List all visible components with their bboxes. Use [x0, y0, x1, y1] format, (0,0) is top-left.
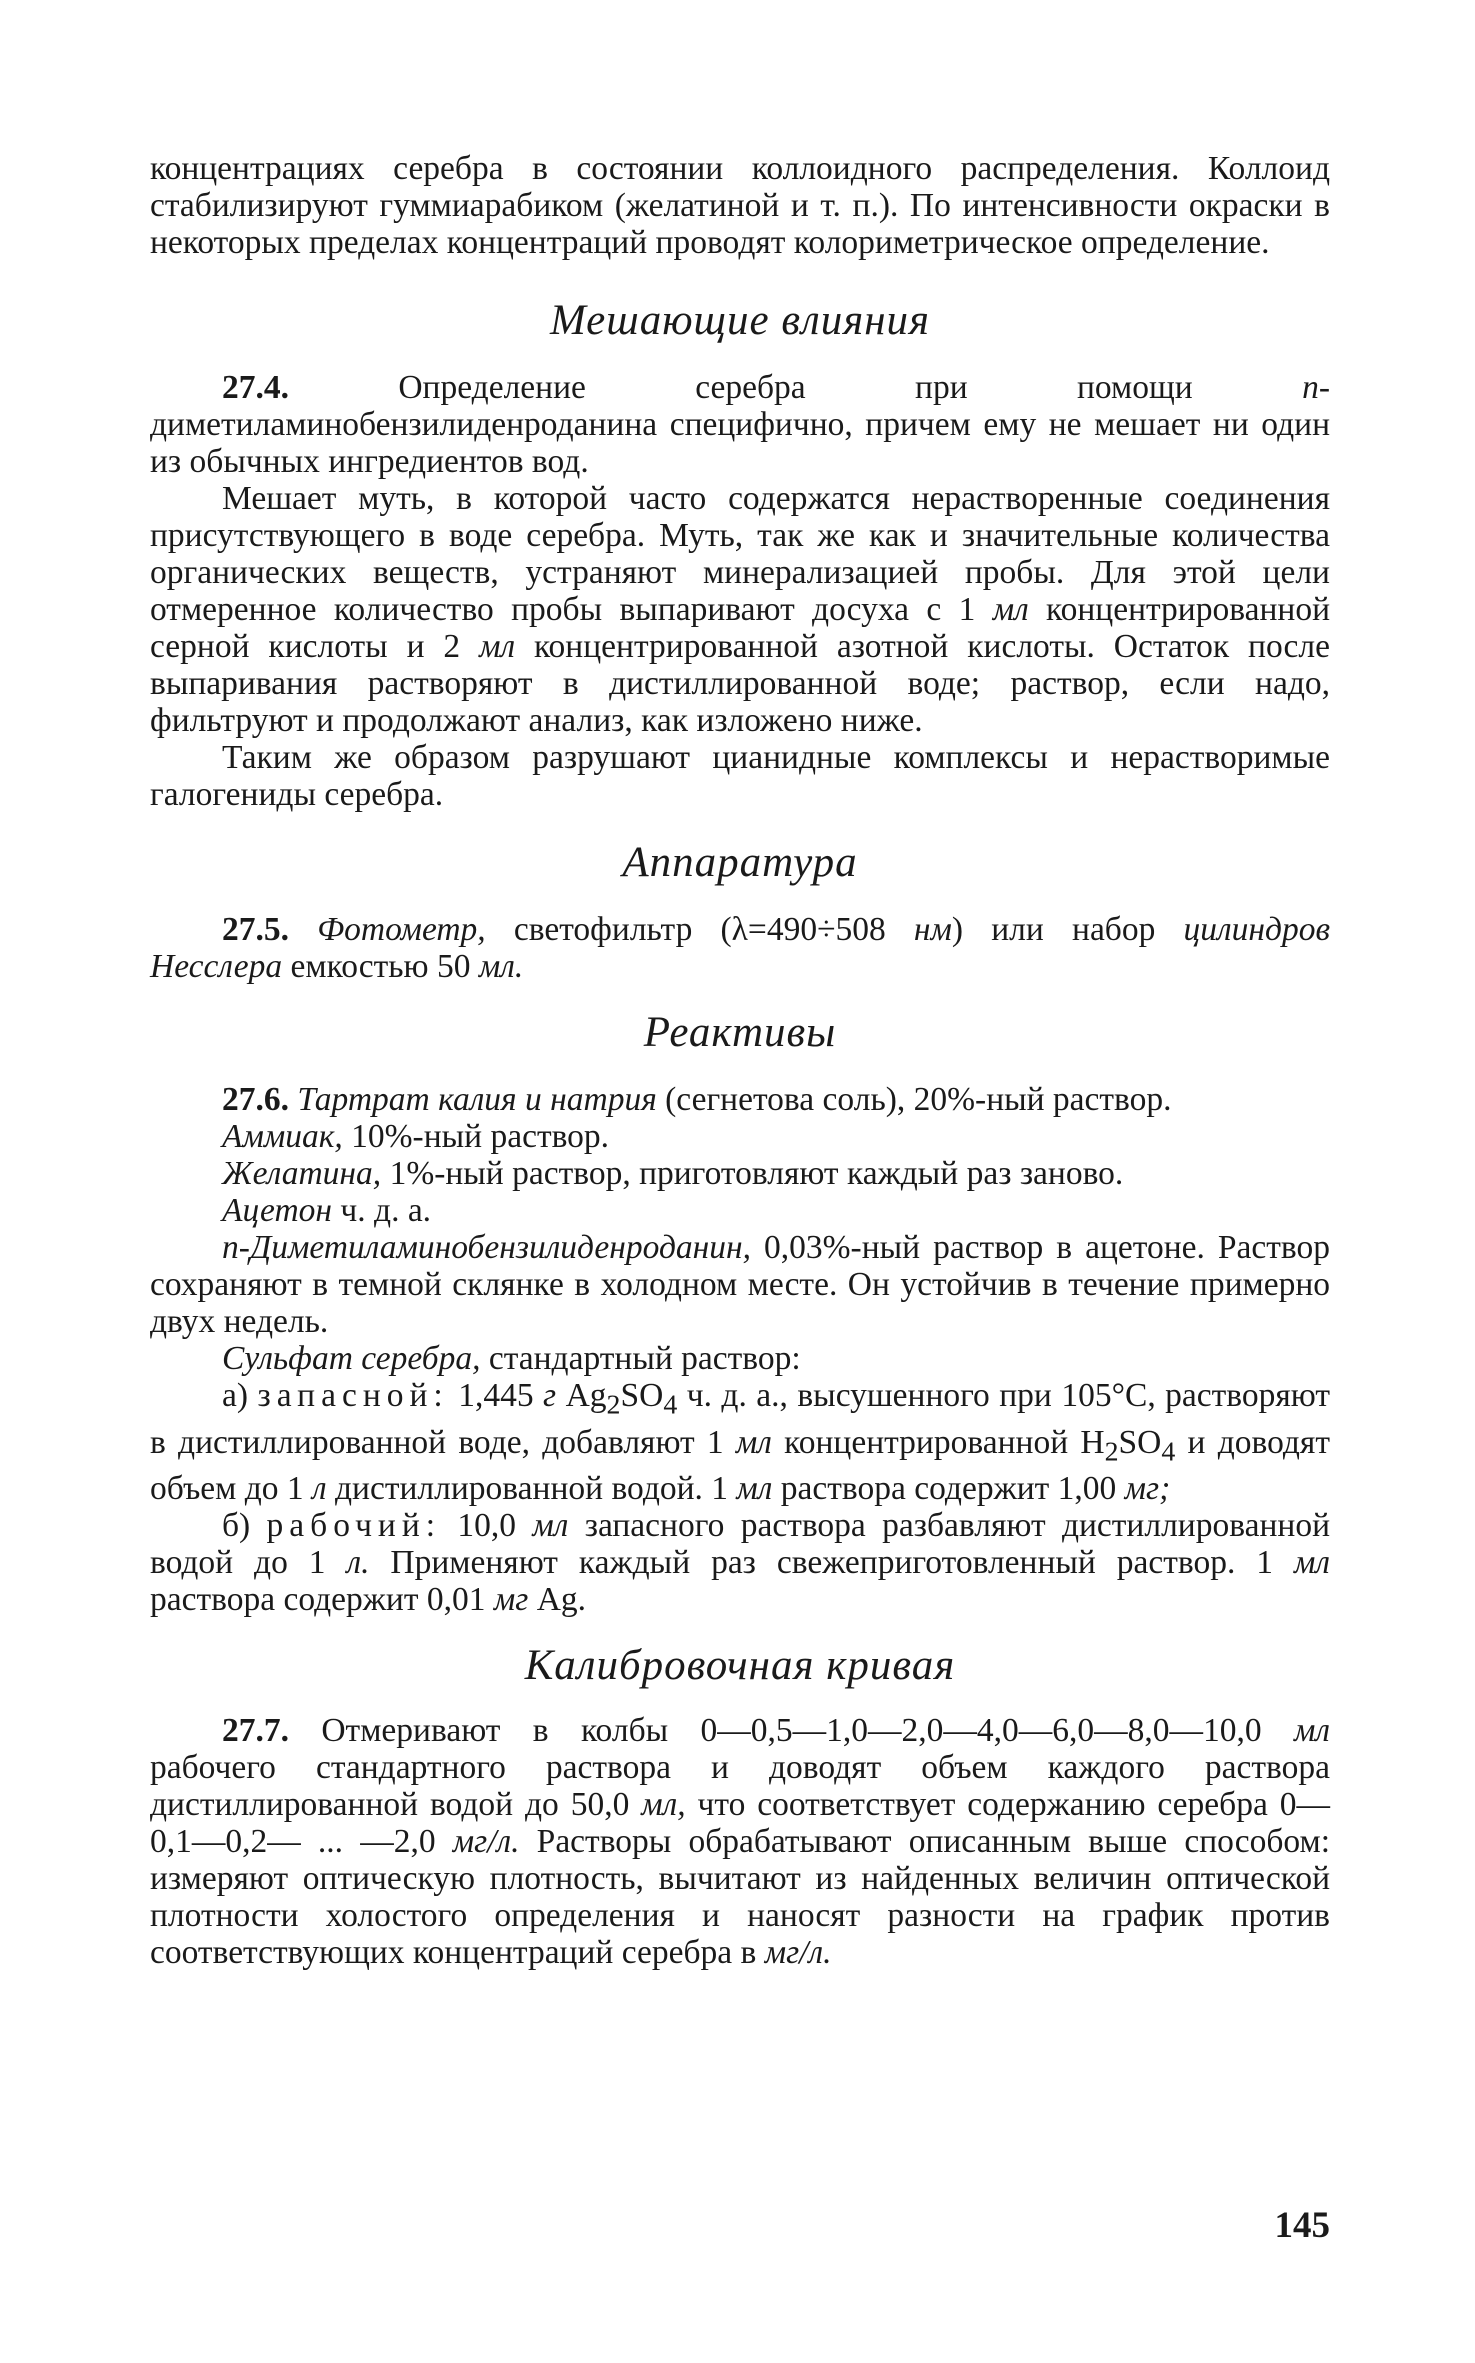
text-italic: мл — [736, 1470, 773, 1508]
text: ) или набор — [951, 911, 1184, 948]
text: -диметиламинобензилиденроданина специфично, причем ему не мешает ни один из обычных ингредиентов вод. — [150, 369, 1330, 480]
text: б) — [222, 1507, 267, 1545]
text: Ag — [556, 1377, 607, 1414]
text: 0,03%-ный раствор в ацетоне. Раствор сохраняют в темной склянке в холодном месте. Он устойчив в течение примерно двух недель. — [150, 1229, 1330, 1340]
paragraph-27-6 — [150, 1081, 1330, 1118]
section-number: 27.7. — [222, 1712, 289, 1750]
text: концентрированной H — [771, 1423, 1105, 1461]
text: 10%-ный раствор. — [342, 1118, 610, 1155]
subscript: 4 — [663, 1389, 678, 1421]
paragraph-cyanide: Таким же образом разрушают цианидные комплексы и нерастворимые галогениды серебра. — [150, 739, 1330, 813]
text: Отмеривают в колбы 0—0,5—1,0—2,0—4,0—6,0—8,0—10,0 — [289, 1712, 1294, 1750]
text-italic: Сульфат серебра, — [222, 1340, 481, 1377]
text-italic: Ацетон — [222, 1192, 333, 1229]
text: Мешает муть, в которой часто содержатся нерастворенные соединения присутствующего в воде серебра. Муть, так же как и значительные количества органических веществ, устраняют минерализацией пробы. Для этой цели отмеренное количество пробы выпаривают досуха с 1 — [150, 480, 1330, 628]
heading-apparatus: Аппаратура — [622, 839, 858, 886]
paragraph-intro: концентрациях серебра в состоянии коллоидного распределения. Коллоид стабилизируют гуммиарабиком (желатиной и т. п.). По интенсивности окраски в некоторых пределах концентраций проводят колориметрическое определение. — [150, 150, 1330, 261]
paragraph-silver-sulfate — [150, 1340, 1330, 1377]
text: 1%-ный раствор, приготовляют каждый раз заново. — [381, 1155, 1124, 1192]
paragraph-turbidity — [150, 480, 1330, 739]
text: Определение серебра при помощи — [289, 369, 1303, 406]
text-italic: мл — [532, 1507, 569, 1545]
text-italic: мл — [479, 628, 516, 665]
text: (сегнетова соль), 20%-ный раствор. — [656, 1081, 1172, 1118]
text-italic: мл — [992, 591, 1029, 628]
text-spaced: рабочий: — [266, 1507, 442, 1545]
text-italic: л — [312, 1470, 327, 1508]
text: что соответствует содержанию серебра 0—0,1—0,2— ... —2,0 — [150, 1786, 1330, 1861]
text-italic: нм — [913, 911, 952, 948]
text: рабочего стандартного раствора и доводят объем каждого раствора дистиллированной водой до 50,0 — [150, 1749, 1330, 1824]
text: светофильтр (λ=490÷508 — [485, 911, 914, 948]
text: Применяют каждый раз свежеприготовленный раствор. 1 — [369, 1544, 1294, 1582]
text-italic: мл — [1294, 1544, 1330, 1582]
paragraph-reagent-solution — [150, 1229, 1330, 1340]
text: раствора содержит 1,00 — [772, 1470, 1125, 1508]
text: SO — [620, 1377, 664, 1414]
text-italic: цилиндров Несслера — [150, 911, 1331, 985]
text-italic: г — [543, 1377, 557, 1414]
section-number: 27.4. — [222, 369, 289, 406]
heading-reagents: Реактивы — [643, 1009, 837, 1056]
text: 10,0 — [441, 1507, 533, 1545]
text-italic: мл — [1294, 1712, 1330, 1750]
text: дистиллированной водой. 1 — [326, 1470, 737, 1508]
section-number: 27.6. — [222, 1081, 289, 1118]
text: ч. д. а. — [332, 1192, 432, 1229]
text-italic: Аммиак, — [222, 1118, 343, 1155]
text-italic: мл — [735, 1423, 772, 1461]
text: запасного раствора разбавляют дистиллированной водой до 1 — [150, 1507, 1330, 1582]
page-number: 145 — [1274, 2205, 1330, 2246]
paragraph-ammonia — [150, 1118, 1330, 1155]
text-italic: мг — [493, 1581, 529, 1619]
text-italic: мл, — [641, 1786, 686, 1824]
text: Ag. — [528, 1581, 587, 1619]
text-italic: n-Диметиламинобензилиденроданин, — [222, 1229, 752, 1266]
paragraph-acetone — [150, 1192, 1330, 1229]
text-italic: Тартрат калия и натрия — [297, 1081, 657, 1118]
subscript: 4 — [1161, 1436, 1176, 1468]
text: 1,445 — [448, 1377, 544, 1414]
paragraph-27-7 — [150, 1712, 1330, 1971]
section-number: 27.5. — [222, 911, 289, 948]
paragraph-gelatin — [150, 1155, 1330, 1192]
text-italic: Фотометр, — [317, 911, 486, 948]
paragraph-27-5 — [150, 911, 1330, 985]
text: концентрированной азотной кислоты. Остаток после выпаривания растворяют в дистиллированной воде; раствор, если надо, фильтруют и продолжают анализ, как изложено ниже. — [150, 628, 1330, 739]
text-italic: мг/л. — [764, 1934, 832, 1972]
text-italic: мг; — [1124, 1470, 1171, 1508]
text: ч. д. а., высушенного при 105°С, растворяют в дистиллированной воде, добавляют 1 — [150, 1377, 1330, 1461]
text-italic: n — [1302, 369, 1319, 406]
paragraph-working-solution — [150, 1507, 1330, 1618]
subscript: 2 — [1104, 1436, 1119, 1468]
text-italic: мг/л. — [452, 1823, 520, 1861]
text-italic: Желатина, — [222, 1155, 382, 1192]
page-body — [150, 150, 1330, 1971]
text: концентрированной серной кислоты и 2 — [150, 591, 1331, 665]
paragraph-27-4 — [150, 369, 1330, 480]
text: стандартный раствор: — [480, 1340, 801, 1377]
text-italic: мл. — [478, 948, 524, 985]
text: а) — [222, 1377, 258, 1414]
text: Растворы обрабатывают описанным выше способом: измеряют оптическую плотность, вычитают из найденных величин оптической плотности холостого определения и наносят разности на график против соответствующих концентраций серебра в — [150, 1823, 1331, 1972]
paragraph-stock-solution — [150, 1377, 1330, 1507]
heading-interference: Мешающие влияния — [549, 297, 931, 344]
text: и доводят объем до 1 — [150, 1423, 1330, 1508]
text: SO — [1118, 1423, 1162, 1461]
heading-calibration: Калибровочная кривая — [524, 1642, 956, 1690]
text-spaced: запасной: — [257, 1377, 449, 1414]
subscript: 2 — [606, 1389, 621, 1421]
text: раствора содержит 0,01 — [150, 1581, 494, 1619]
text: емкостью 50 — [282, 948, 479, 985]
text-italic: л. — [346, 1544, 370, 1582]
